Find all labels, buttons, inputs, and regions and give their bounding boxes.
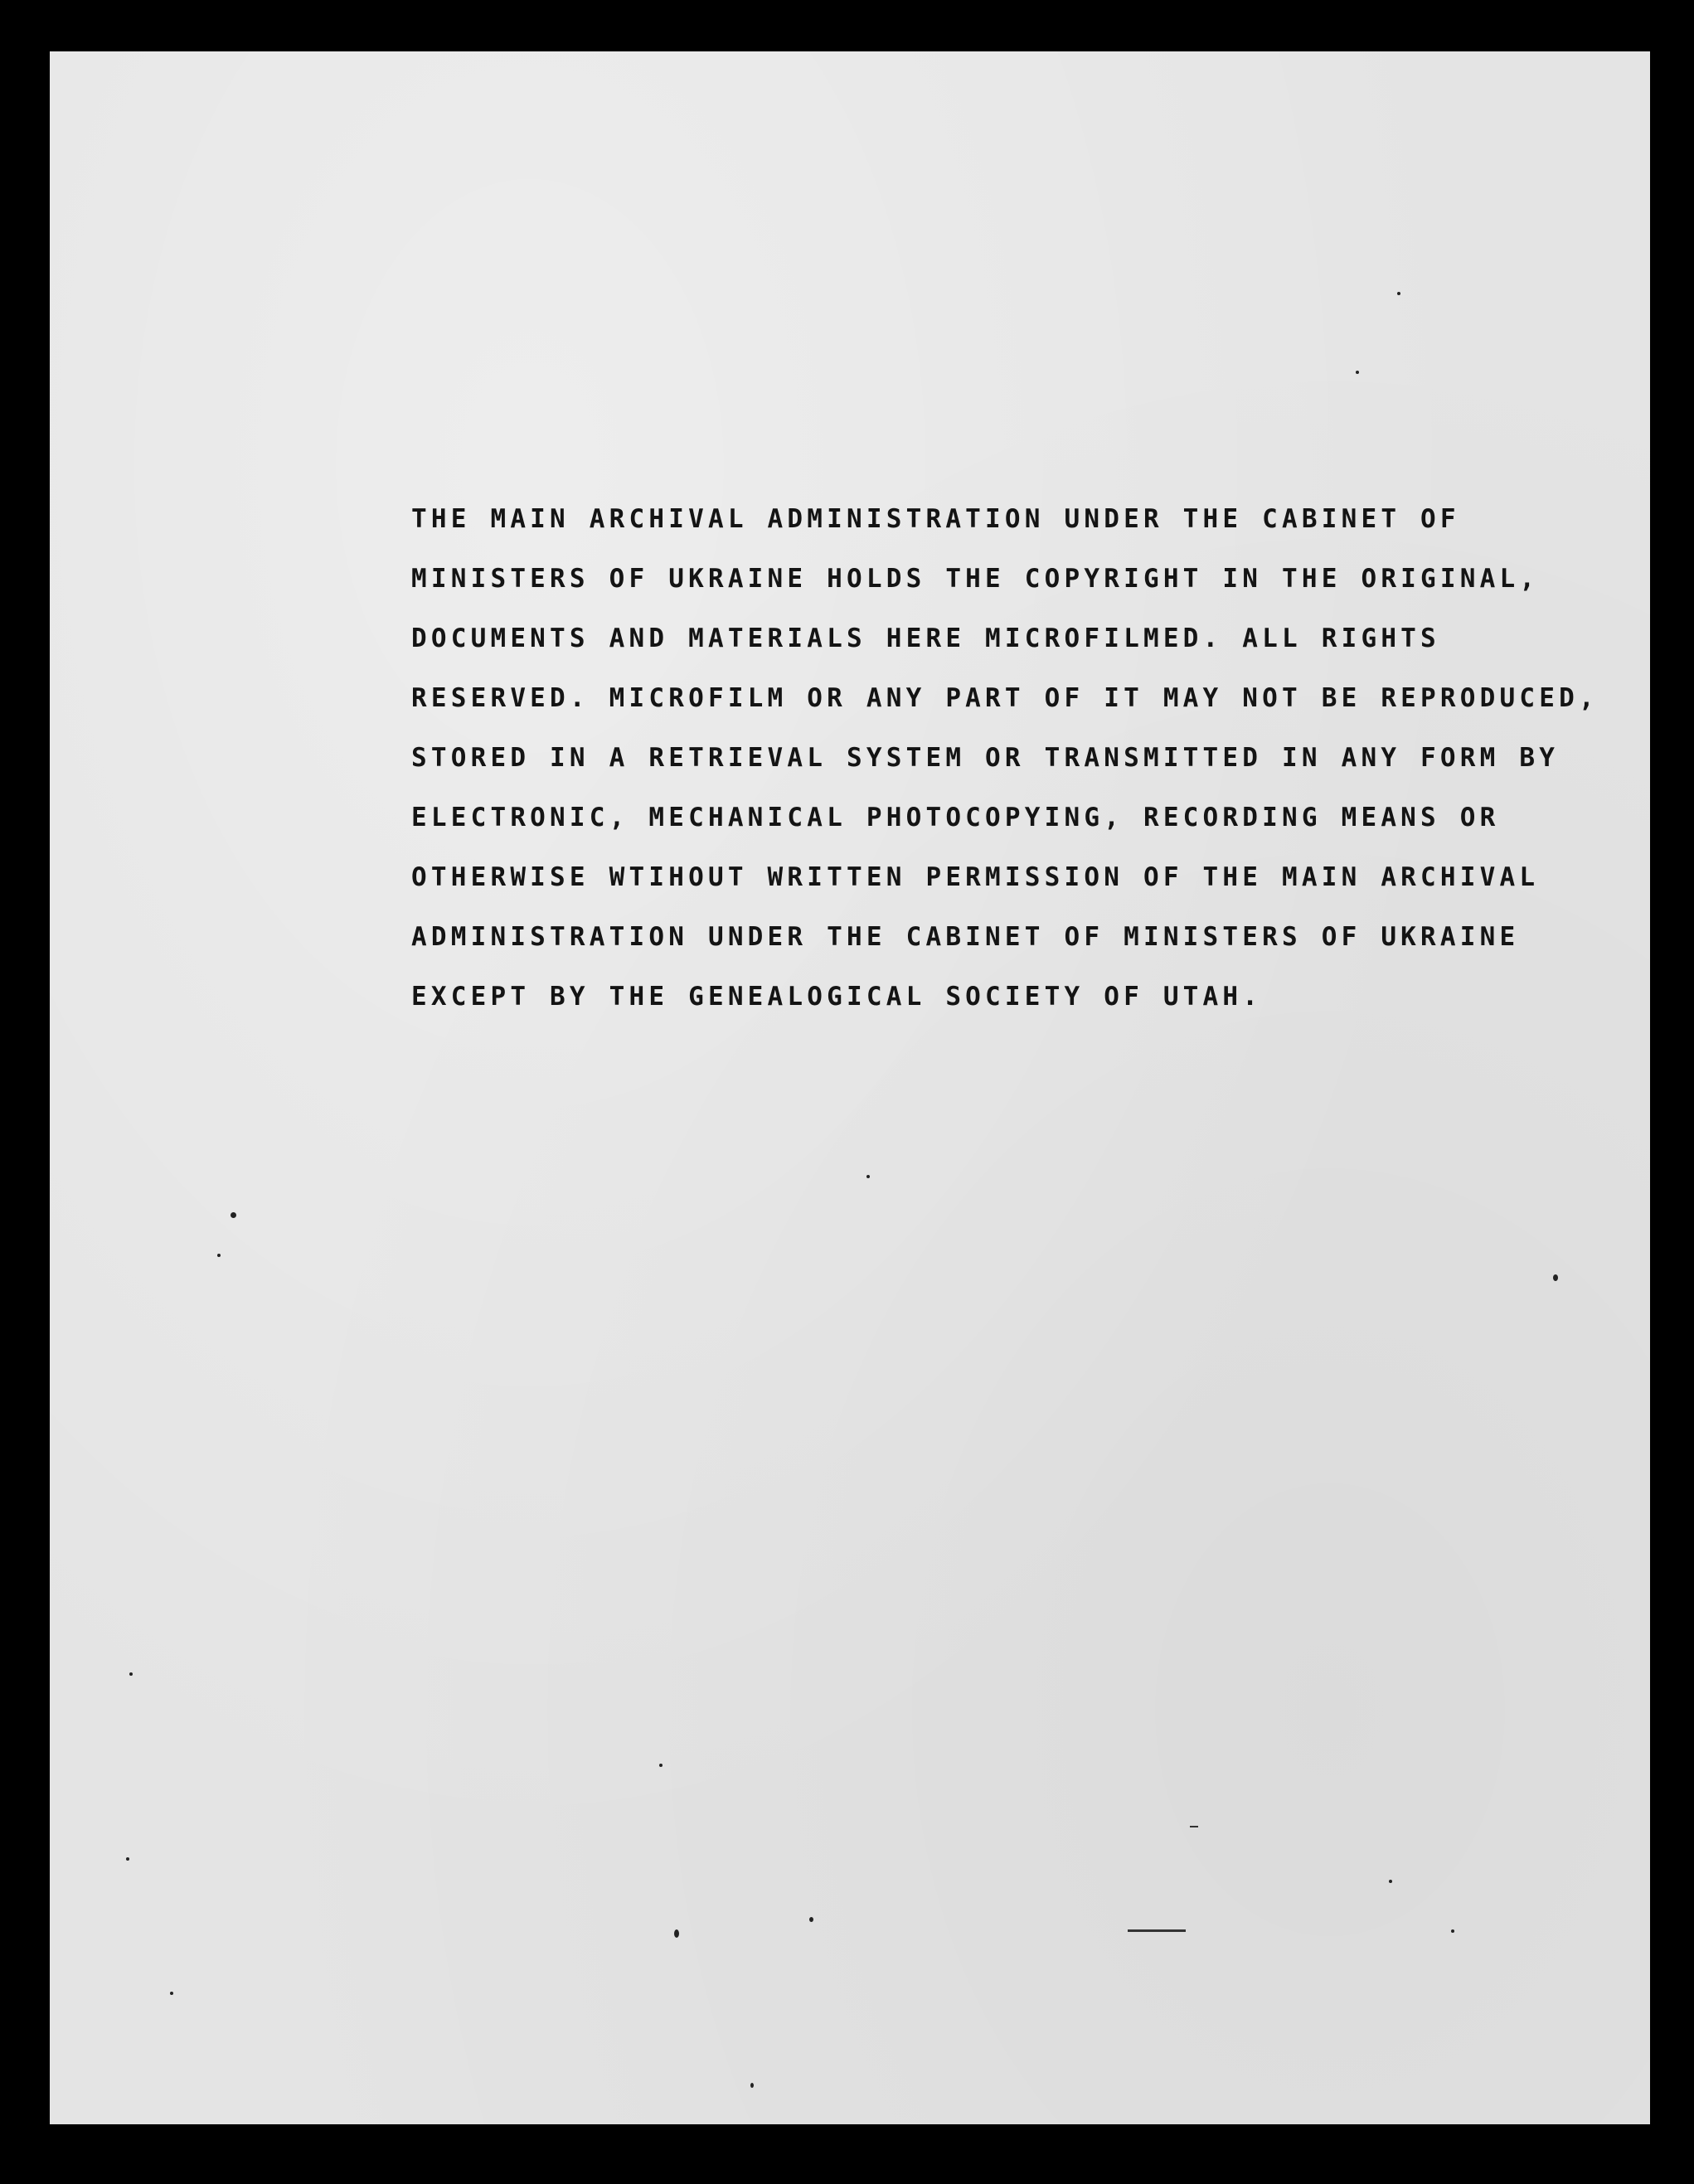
notice-line: RESERVED. MICROFILM OR ANY PART OF IT MAY NOT BE REPRODUCED, xyxy=(411,683,1599,713)
document-page xyxy=(50,51,1650,2124)
notice-line: EXCEPT BY THE GENEALOGICAL SOCIETY OF UTAH. xyxy=(411,982,1263,1012)
dust-speck xyxy=(809,1917,813,1922)
dust-speck xyxy=(659,1764,663,1767)
notice-line: THE MAIN ARCHIVAL ADMINISTRATION UNDER THE CABINET OF xyxy=(411,504,1460,534)
dust-speck xyxy=(129,1672,133,1676)
dust-speck xyxy=(1451,1929,1454,1933)
film-scratch xyxy=(1128,1929,1186,1932)
dust-speck xyxy=(170,1992,173,1995)
dust-speck xyxy=(231,1212,236,1218)
notice-line: DOCUMENTS AND MATERIALS HERE MICROFILMED. ALL RIGHTS xyxy=(411,624,1440,653)
dust-speck xyxy=(1397,292,1400,295)
film-scratch xyxy=(1190,1826,1198,1827)
notice-line: ELECTRONIC, MECHANICAL PHOTOCOPYING, RECORDING MEANS OR xyxy=(411,803,1500,832)
dust-speck xyxy=(750,2083,754,2088)
notice-line: MINISTERS OF UKRAINE HOLDS THE COPYRIGHT IN THE ORIGINAL, xyxy=(411,564,1540,594)
dust-speck xyxy=(1389,1880,1392,1883)
copyright-notice xyxy=(411,489,1599,1026)
dust-speck xyxy=(1553,1274,1558,1281)
dust-speck xyxy=(126,1857,129,1861)
dust-speck xyxy=(1356,371,1359,374)
dust-speck xyxy=(217,1254,221,1257)
dust-speck xyxy=(674,1929,679,1938)
notice-line: ADMINISTRATION UNDER THE CABINET OF MINISTERS OF UKRAINE xyxy=(411,922,1520,952)
notice-line: OTHERWISE WTIHOUT WRITTEN PERMISSION OF THE MAIN ARCHIVAL xyxy=(411,862,1540,892)
notice-line: STORED IN A RETRIEVAL SYSTEM OR TRANSMITTED IN ANY FORM BY xyxy=(411,743,1560,773)
dust-speck xyxy=(866,1175,870,1178)
